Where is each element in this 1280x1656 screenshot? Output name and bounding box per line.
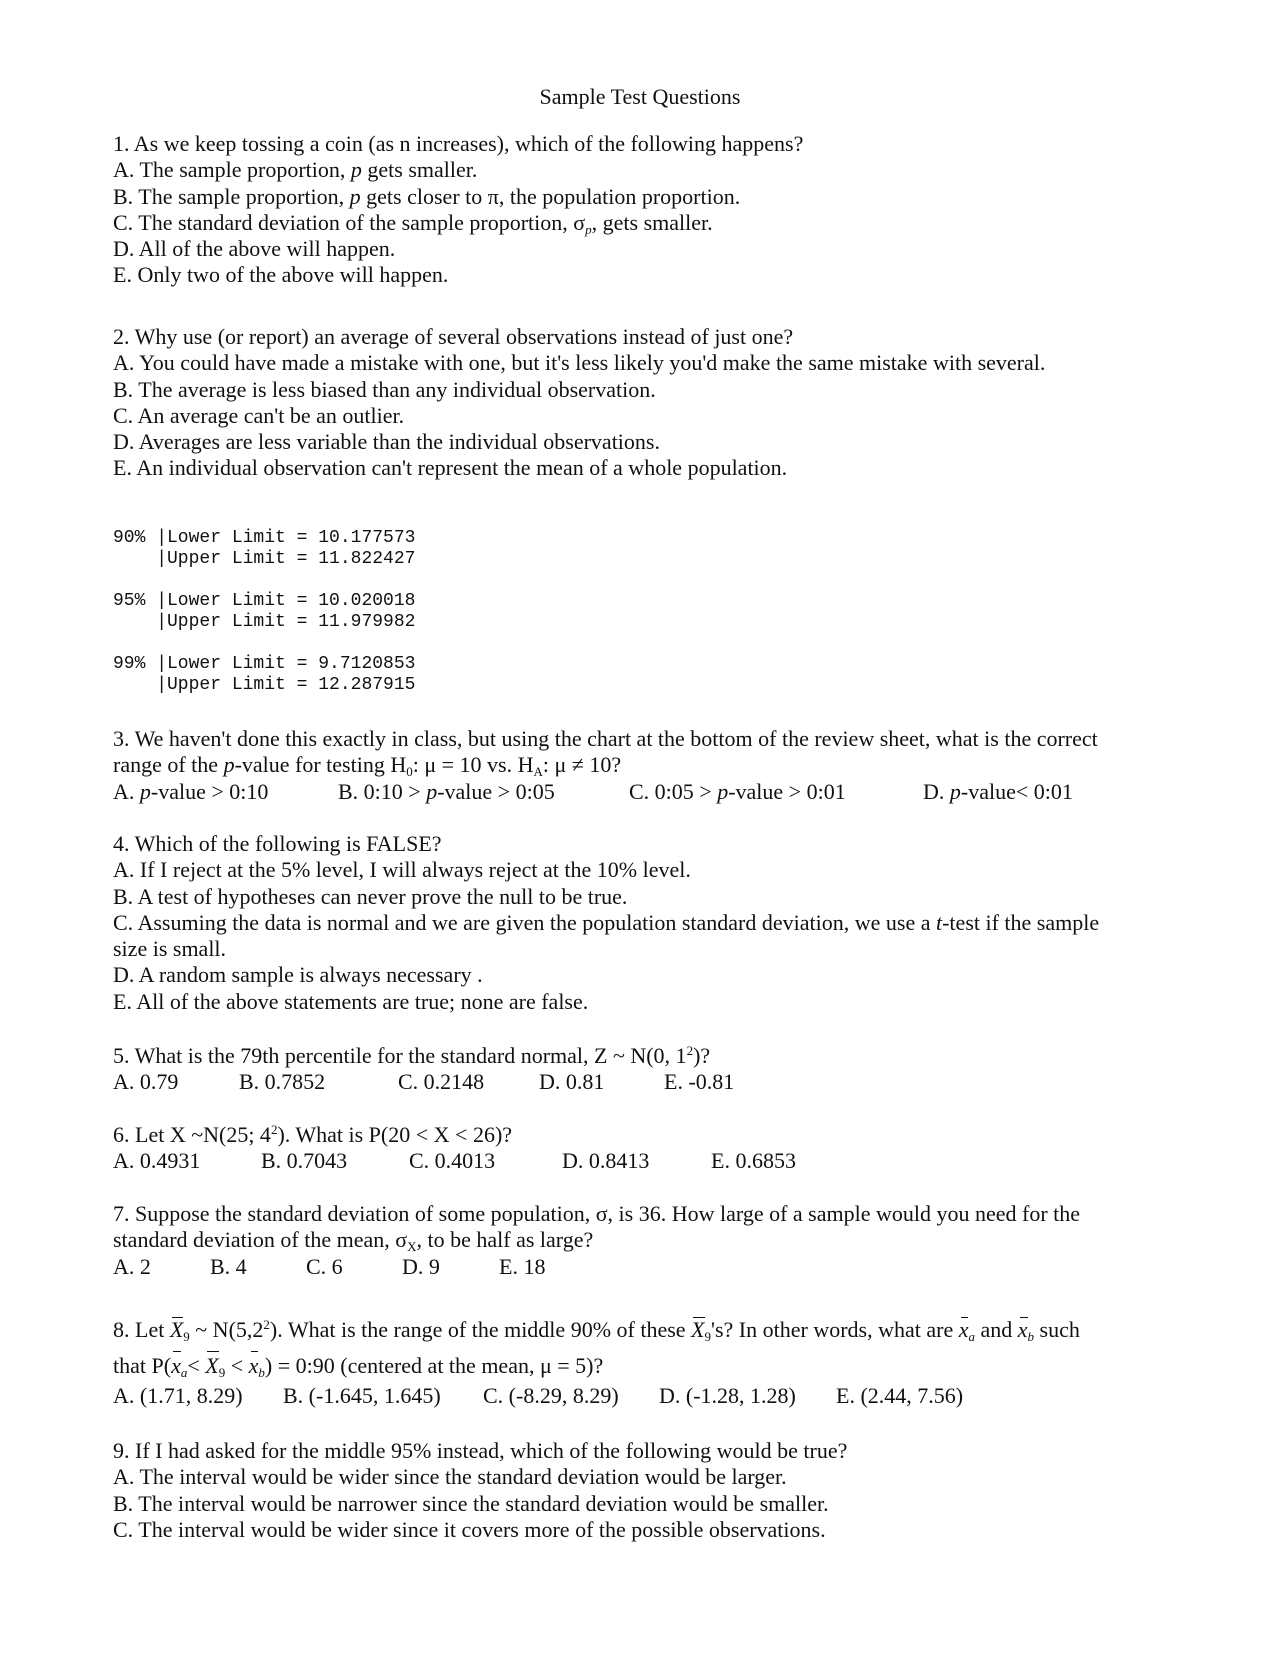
question-3-options	[113, 779, 1173, 805]
question-3-option-a: A. p-value > 0:10	[113, 778, 269, 804]
question-8-option-c: C. (-8.29, 8.29)	[483, 1383, 619, 1408]
question-4	[113, 831, 1173, 1015]
question-4-option-b: B. A test of hypotheses can never prove the null to be true.	[113, 883, 628, 909]
question-5	[113, 1043, 1173, 1096]
x-bar-symbol: X	[691, 1315, 704, 1345]
question-2-option-a: A. You could have made a mistake with one, but it's less likely you'd make the same mistake with several.	[113, 350, 1046, 376]
x-bar-b-symbol: x	[1018, 1315, 1028, 1345]
question-9-option-a: A. The interval would be wider since the standard deviation would be larger.	[113, 1464, 787, 1490]
question-2-option-d: D. Averages are less variable than the individual observations.	[113, 429, 660, 455]
question-6	[113, 1122, 1173, 1175]
question-6-option-a: A. 0.4931	[113, 1148, 201, 1174]
ci-90-lower: 90% |Lower Limit = 10.177573	[113, 528, 416, 548]
ci-99-lower: 99% |Lower Limit = 9.7120853	[113, 654, 416, 674]
x-bar-b-symbol: x	[249, 1349, 259, 1383]
question-7-option-c: C. 6	[306, 1253, 343, 1279]
question-7-text-line-1: 7. Suppose the standard deviation of some population, σ, is 36. How large of a sample would you need for the	[113, 1201, 1081, 1226]
question-2-option-c: C. An average can't be an outlier.	[113, 402, 405, 428]
ci-99-upper: |Upper Limit = 12.287915	[113, 675, 416, 695]
question-7-option-b: B. 4	[210, 1253, 247, 1279]
question-6-text: 6. Let X ~N(25; $4^2$). What is P(20 < X < 26)?	[113, 1122, 513, 1147]
question-5-option-d: D. 0.81	[539, 1069, 605, 1095]
question-7-option-e: E. 18	[499, 1253, 546, 1279]
question-3-option-b: B. 0:10 > p-value > 0:05	[338, 778, 555, 804]
question-5-options	[113, 1069, 1173, 1095]
x-bar-symbol: X	[170, 1315, 183, 1345]
question-8-text-line-2: that $P(x_a< X_9 < x_b)$ = 0:90 (centered at the mean, μ = 5)?	[113, 1349, 1213, 1383]
question-1-option-c: C. The standard deviation of the sample proportion, $\sigma_p$, gets smaller.	[113, 209, 713, 237]
question-1-option-d: D. All of the above will happen.	[113, 236, 396, 262]
question-9-option-c: C. The interval would be wider since it covers more of the possible observations.	[113, 1516, 826, 1542]
ci-95-upper: |Upper Limit = 11.979982	[113, 612, 416, 632]
question-3	[113, 726, 1173, 805]
question-1-text: 1. As we keep tossing a coin (as n increases), which of the following happens?	[113, 131, 804, 156]
page-title: Sample Test Questions	[539, 84, 741, 109]
question-1-option-b: B. The sample proportion, p gets closer to π, the population proportion.	[113, 183, 741, 209]
question-6-option-e: E. 0.6853	[711, 1148, 796, 1174]
question-4-option-a: A. If I reject at the 5% level, I will always reject at the 10% level.	[113, 857, 691, 883]
question-2	[113, 324, 1173, 482]
question-9	[113, 1438, 1173, 1543]
question-3-option-d: D. p-value< 0:01	[923, 778, 1073, 804]
question-8-options	[113, 1383, 1213, 1409]
question-3-text-line-1: 3. We haven't done this exactly in class, but using the chart at the bottom of the review sheet, what is the correct	[113, 726, 1098, 751]
question-5-option-e: E. -0.81	[664, 1069, 735, 1095]
question-2-text: 2. Why use (or report) an average of several observations instead of just one?	[113, 324, 794, 349]
question-6-option-c: C. 0.4013	[409, 1148, 496, 1174]
ci-90-upper: |Upper Limit = 11.822427	[113, 549, 416, 569]
x-bar-symbol: X	[205, 1349, 218, 1383]
question-1	[113, 131, 1173, 289]
question-8	[113, 1315, 1213, 1409]
question-7-options	[113, 1254, 1173, 1280]
question-5-option-a: A. 0.79	[113, 1069, 179, 1095]
question-7	[113, 1201, 1173, 1280]
question-8-option-e: E. (2.44, 7.56)	[836, 1383, 964, 1408]
ci-95-lower: 95% |Lower Limit = 10.020018	[113, 591, 416, 611]
question-6-option-d: D. 0.8413	[562, 1148, 650, 1174]
question-6-option-b: B. 0.7043	[261, 1148, 348, 1174]
confidence-interval-output	[113, 528, 1173, 696]
question-7-option-d: D. 9	[402, 1253, 440, 1279]
question-9-text: 9. If I had asked for the middle 95% instead, which of the following would be true?	[113, 1438, 848, 1463]
question-8-option-b: B. (-1.645, 1.645)	[283, 1383, 441, 1408]
question-7-option-a: A. 2	[113, 1253, 151, 1279]
question-8-option-a: A. (1.71, 8.29)	[113, 1383, 243, 1408]
question-4-option-c: C. Assuming the data is normal and we are given the population standard deviation, we use a t-test if the sample	[113, 909, 1100, 935]
question-7-text-line-2: standard deviation of the mean, $\sigma_X$, to be half as large?	[113, 1227, 594, 1255]
question-9-option-b: B. The interval would be narrower since the standard deviation would be smaller.	[113, 1490, 829, 1516]
question-5-option-b: B. 0.7852	[239, 1069, 326, 1095]
question-5-option-c: C. 0.2148	[398, 1069, 485, 1095]
question-6-options	[113, 1148, 1173, 1174]
question-1-option-a: A. The sample proportion, p gets smaller.	[113, 157, 478, 183]
question-4-text: 4. Which of the following is FALSE?	[113, 831, 442, 856]
question-8-option-d: D. (-1.28, 1.28)	[659, 1383, 796, 1408]
question-1-option-e: E. Only two of the above will happen.	[113, 262, 449, 288]
x-bar-a-symbol: x	[959, 1315, 969, 1345]
question-3-option-c: C. 0:05 > p-value > 0:01	[629, 778, 846, 804]
question-8-text-line-1: 8. Let $X_9$ ~ $N(5,2^2)$. What is the range of the middle 90% of these $X_9's$? In other words, what are $x_a$ and $x_b$ such	[113, 1317, 1080, 1344]
question-2-option-b: B. The average is less biased than any individual observation.	[113, 376, 656, 402]
question-4-option-e: E. All of the above statements are true; none are false.	[113, 988, 589, 1014]
question-3-text-line-2: range of the p-value for testing $H_0$: μ = 10 vs. $H_A$: μ ≠ 10?	[113, 752, 622, 780]
question-4-option-d: D. A random sample is always necessary .	[113, 962, 483, 988]
question-2-option-e: E. An individual observation can't represent the mean of a whole population.	[113, 455, 788, 481]
x-bar-a-symbol: x	[171, 1349, 181, 1383]
question-5-text: 5. What is the 79th percentile for the standard normal, Z ~ N(0, $1^2$)?	[113, 1043, 711, 1068]
question-4-option-c-continued: size is small.	[113, 936, 227, 962]
